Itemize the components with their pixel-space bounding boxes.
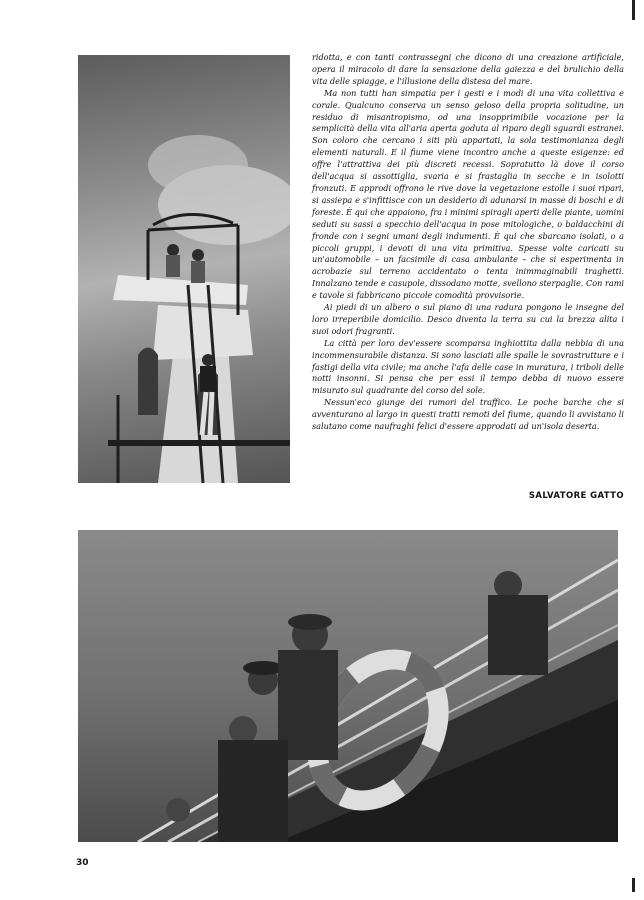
photo-diving-tower (78, 55, 290, 483)
page-number: 30 (76, 858, 89, 868)
paragraph-2: Ma non tutti han simpatia per i gesti e i modi di una vita collettiva e corale. Qualcuno conserva un senso geloso della propria solitudine, un residuo di misantropismo, od una insopprimibile vocazione per la semplicità della vita all'aria aperta goduta al riparo degli sguardi estranei. Son coloro che cercano i siti più appartati, la sola testimonianza degli elementi naturali. E il fiume viene incontro anche a queste esigenze: ed offre l'attrattiva dei più discreti recessi. Sopratutto là dove il corso dell'acqua si assottiglia, svaria e si frastaglia in secche e in isolotti fronzuti. E approdi offrono le rive dove la vegetazione estolle i suoi ripari, si assiepa e s'infittisce con un desiderio di adunarsi in masse di boschi e di foreste. È qui che appaiono, fra i minimi spiragli aperti delle piante, uomini seduti su sassi a specchio dell'acqua in pose mitologiche, o baldacchini di fronde con i segni umani degli indumenti. È qui che sbarcano isolati, o a piccoli gruppi, i devoti di una vita primitiva. Spesse volte caricati su un'automobile – un facsimile di casa ambulante – che si esperimenta in acrobazie sul terreno accidentato o tenta inimmaginabili traghetti. Innalzano tende e casupole, dissodano motte, svellono sterpaglie. Con rami e tavole si fabbricano piccole comodità provvisorie. (312, 87, 624, 301)
paragraph-5: Nessun'eco giunge dei rumori del traffico. Le poche barche che si avventurano al largo in questi tratti remoti del fiume, quando li avvistano li salutano come naufraghi felici d'essere approdati ad un'isola deserta. (312, 397, 624, 432)
ship-passengers-illustration (78, 530, 618, 842)
author-byline: SALVATORE GATTO (528, 491, 624, 501)
paragraph-1: ridotta, e con tanti contrassegni che dicono di una creazione artificiale, opera il miracolo di dare la sensazione della gaiezza e del brulichio della vita delle spiagge, e l'illusione della distesa del mare. (312, 52, 624, 86)
diving-tower-illustration (78, 55, 290, 483)
article-text (312, 52, 624, 433)
paragraph-4: La città per loro dev'essere scomparsa inghiottita dalla nebbia di una incommensurabile distanza. Si sono lasciati alle spalle le sovrastrutture e i fastigi della vita civile; ma anche l'afa delle case in muratura, i triboli delle notti insonni. Si pensa che per essi il tempo debba di nuovo essere misurato sul quadrante del corso del sole. (312, 337, 624, 396)
paragraph-3: Ai piedi di un albero o sul piano di una radura pongono le insegne del loro irreperibile domicilio. Desco diventa la terra su cui la brezza alita i suoi odori fragranti. (312, 302, 624, 336)
edge-mark-top (632, 0, 635, 20)
edge-mark-bottom (632, 878, 635, 892)
photo-ship-passengers (78, 530, 618, 842)
